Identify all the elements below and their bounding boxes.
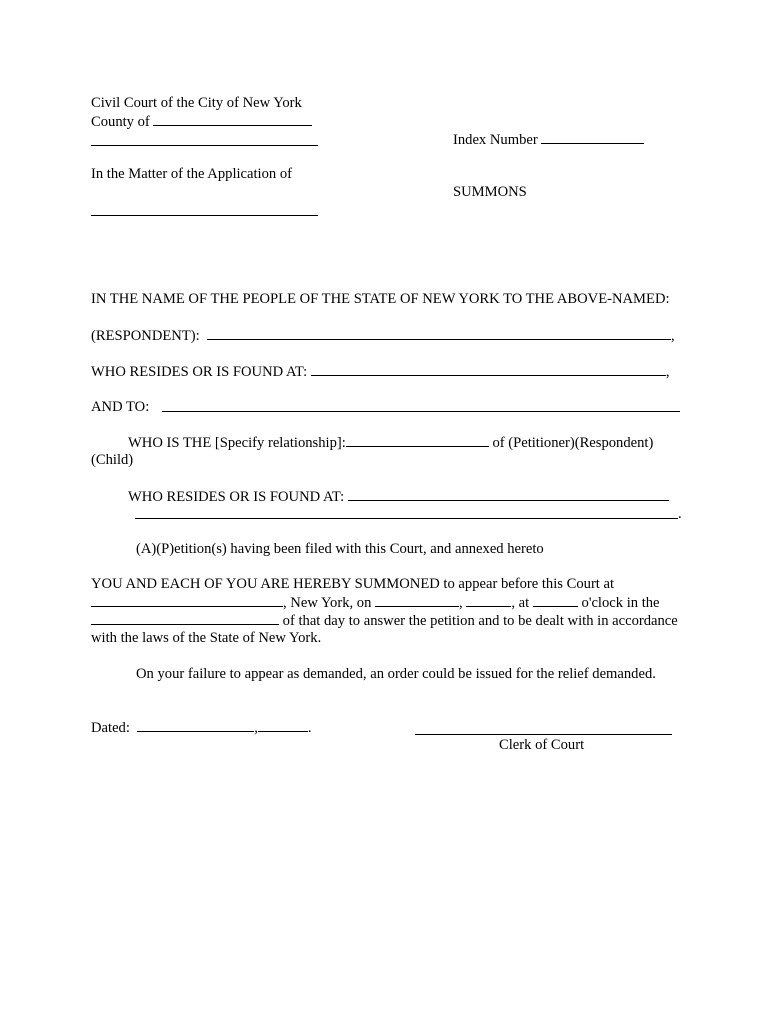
court-name: Civil Court of the City of New York	[91, 95, 302, 111]
matter-label: In the Matter of the Application of	[91, 166, 293, 182]
child-label: (Child)	[91, 452, 134, 468]
and-to-row	[91, 398, 157, 416]
index-number-row	[453, 130, 644, 149]
resides-field-2[interactable]	[348, 487, 669, 501]
clerk-label: Clerk of Court	[499, 737, 585, 753]
appear-year-field[interactable]	[466, 593, 511, 607]
appear-location-field[interactable]	[91, 593, 283, 607]
respondent-label: (RESPONDENT):	[91, 328, 200, 344]
dated-date-field[interactable]	[137, 718, 254, 732]
summons-line-3	[91, 611, 678, 630]
relationship-suffix: of (Petitioner)(Respondent)	[492, 435, 654, 451]
resides-row-1	[91, 362, 669, 381]
dated-year-field[interactable]	[258, 718, 308, 732]
failure-line: On your failure to appear as demanded, an order could be issued for the relief demanded.	[136, 666, 656, 682]
dated-label: Dated:	[91, 720, 130, 736]
appear-date-field[interactable]	[375, 593, 459, 607]
and-to-label: AND TO:	[91, 399, 150, 415]
respondent-field[interactable]	[207, 326, 671, 340]
relationship-label: WHO IS THE [Specify relationship]:	[128, 435, 346, 451]
at-text: , at	[511, 595, 530, 611]
summons-line-3-text: of that day to answer the petition and to be dealt with in accordance	[282, 613, 678, 629]
dated-comma: ,	[254, 720, 258, 736]
summons-line-4: with the laws of the State of New York.	[91, 630, 322, 646]
and-to-field[interactable]	[162, 411, 680, 412]
document-title: SUMMONS	[453, 184, 527, 200]
respondent-comma: ,	[670, 328, 675, 344]
resides-label-indent: WHO RESIDES OR IS FOUND AT:	[128, 489, 345, 505]
resides-field-2-cont[interactable]	[135, 518, 678, 519]
dated-period: .	[307, 720, 312, 736]
clerk-signature-line[interactable]	[415, 734, 672, 735]
people-line: IN THE NAME OF THE PEOPLE OF THE STATE OF NEW YORK TO THE ABOVE-NAMED:	[91, 291, 670, 307]
oclock-text: o'clock in the	[581, 595, 660, 611]
dated-row	[91, 718, 312, 737]
time-of-day-field[interactable]	[91, 611, 279, 625]
appear-time-field[interactable]	[533, 593, 578, 607]
applicant-name-field[interactable]	[91, 215, 318, 216]
date-comma: ,	[459, 595, 463, 611]
caption-line-1[interactable]	[91, 145, 318, 146]
new-york-on-text: , New York, on	[283, 595, 372, 611]
summons-line-1: YOU AND EACH OF YOU ARE HEREBY SUMMONED to appear before this Court at	[91, 576, 615, 592]
relationship-row	[128, 433, 653, 452]
index-number-label: Index Number	[453, 132, 538, 148]
county-label: County of	[91, 114, 150, 130]
resides-comma: ,	[665, 364, 670, 380]
relationship-field[interactable]	[346, 433, 489, 447]
respondent-row	[91, 326, 675, 345]
resides-row-2	[128, 487, 669, 506]
resides-label: WHO RESIDES OR IS FOUND AT:	[91, 364, 308, 380]
resides-period: .	[678, 506, 682, 522]
summons-line-2	[91, 593, 660, 612]
petition-line: (A)(P)etition(s) having been filed with this Court, and annexed hereto	[136, 541, 544, 557]
resides-field-1[interactable]	[311, 362, 666, 376]
county-field[interactable]	[153, 112, 312, 126]
index-number-field[interactable]	[541, 130, 644, 144]
county-row	[91, 112, 312, 131]
